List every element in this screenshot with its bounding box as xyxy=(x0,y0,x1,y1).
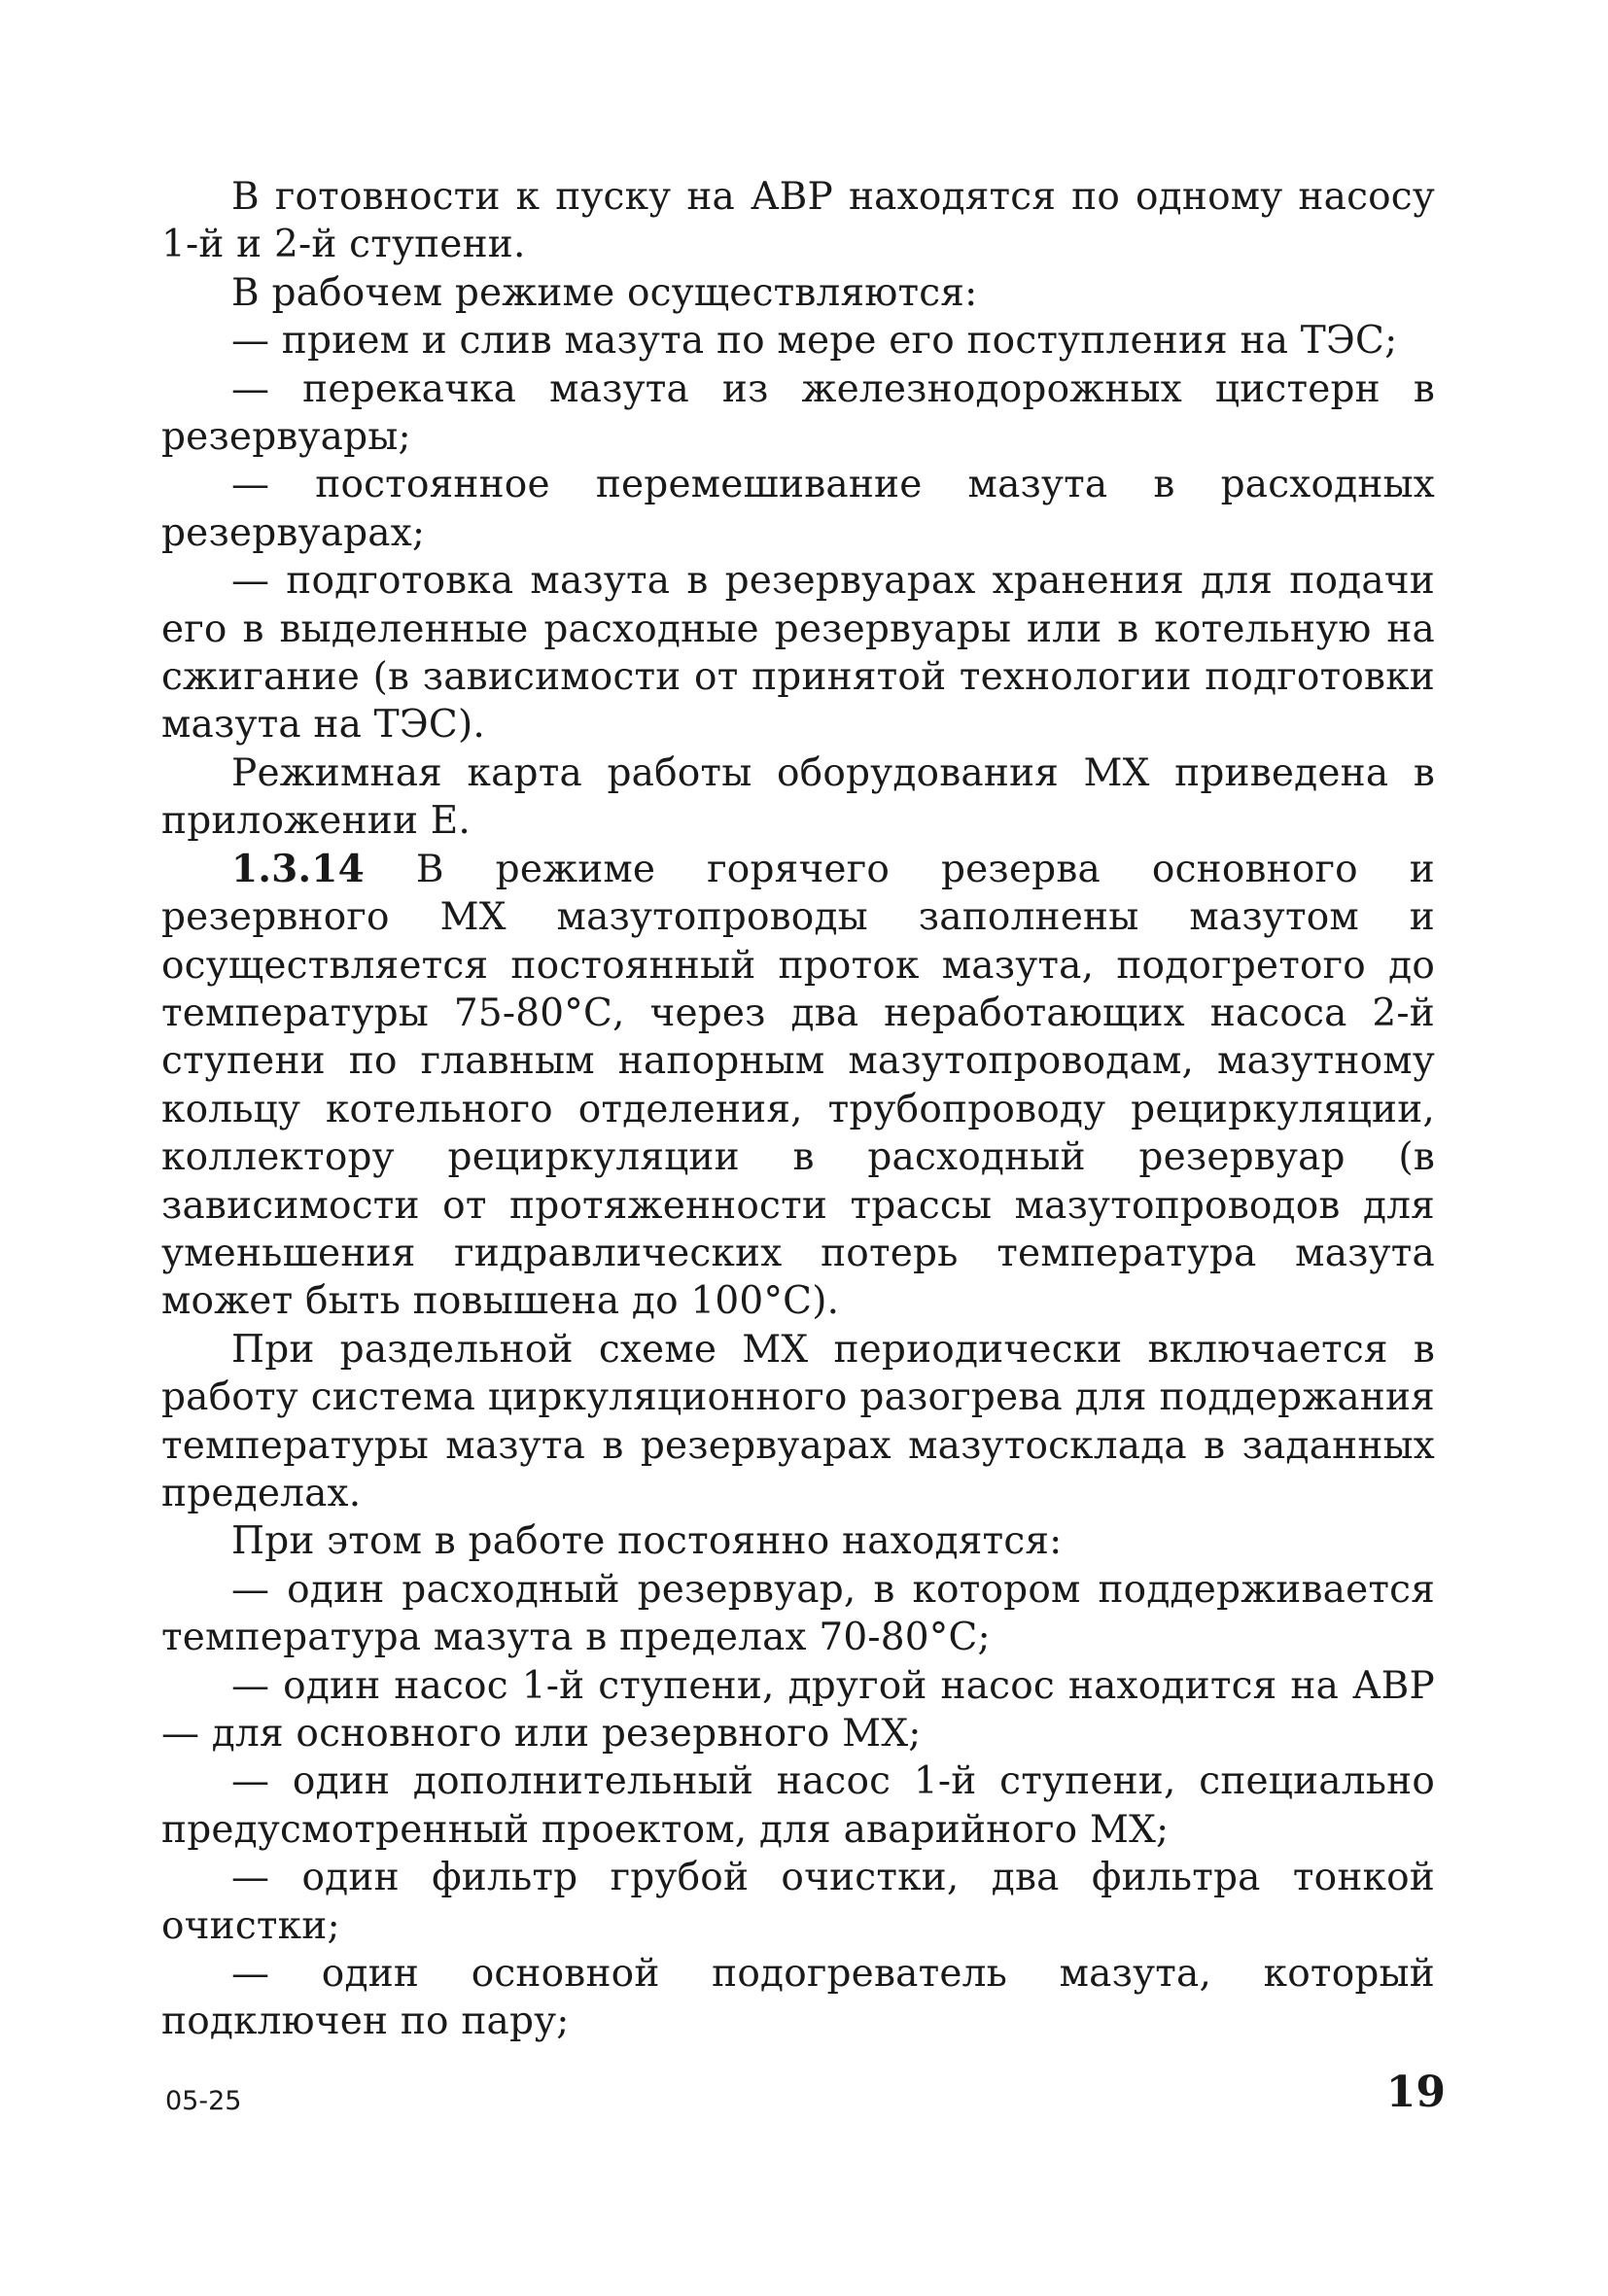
list-item-5: — один расходный резервуар, в котором поддерживается температура мазута в пределах 70-80°С; xyxy=(161,1567,1435,1660)
paragraph-5: При этом в работе постоянно находятся: xyxy=(231,1519,1063,1564)
list-item-6: — один насос 1-й ступени, другой насос находится на АВР — для основного или резервного МХ; xyxy=(161,1663,1435,1756)
body-text xyxy=(161,173,1435,2046)
list-item-8: — один фильтр грубой очистки, два фильтра тонкой очистки; xyxy=(161,1856,1435,1948)
paragraph-2: В рабочем режиме осуществляются: xyxy=(231,270,978,315)
paragraph-3: Режимная карта работы оборудования МХ приведена в приложении Е. xyxy=(161,750,1435,844)
list-item-2: — перекачка мазута из железнодорожных цистерн в резервуары; xyxy=(161,366,1435,460)
footer-code: 05-25 xyxy=(165,2086,242,2116)
paragraph-4: При раздельной схеме МХ периодически включается в работу система циркуляционного разогрева для поддержания температуры мазута в резервуарах мазутосклада в заданных пределах. xyxy=(161,1327,1435,1515)
page-number: 19 xyxy=(1385,2068,1446,2117)
paragraph-section-1-3-14: 1.3.14 В режиме горячего резерва основного и резервного МХ мазутопроводы заполнены мазутом и осуществляется постоянный проток мазута, подогретого до температуры 75-80°С, через два неработающих насоса 2-й ступени по главным напорным мазутопроводам, мазутному кольцу котельного отделения, трубопроводу рециркуляции, коллектору рециркуляции в расходный резервуар (в зависимости от протяженности трассы мазутопроводов для уменьшения гидравлических потерь температура мазута может быть повышена до 100°С). xyxy=(161,846,1435,1324)
list-item-1: — прием и слив мазута по мере его поступления на ТЭС; xyxy=(231,319,1398,364)
paragraph-1: В готовности к пуску на АВР находятся по одному насосу 1-й и 2-й ступени. xyxy=(161,175,1435,267)
list-item-7: — один дополнительный насос 1-й ступени, специально предусмотренный проектом, для аварийного МХ; xyxy=(161,1759,1435,1852)
list-item-4: — подготовка мазута в резервуарах хранения для подачи его в выделенные расходные резервуары или в котельную на сжигание (в зависимости от принятой технологии подготовки мазута на ТЭС). xyxy=(161,559,1435,748)
section-number: 1.3.14 xyxy=(231,846,365,891)
list-item-3: — постоянное перемешивание мазута в расходных резервуарах; xyxy=(161,463,1435,555)
list-item-9: — один основной подогреватель мазута, который подключен по пару; xyxy=(161,1952,1435,2044)
